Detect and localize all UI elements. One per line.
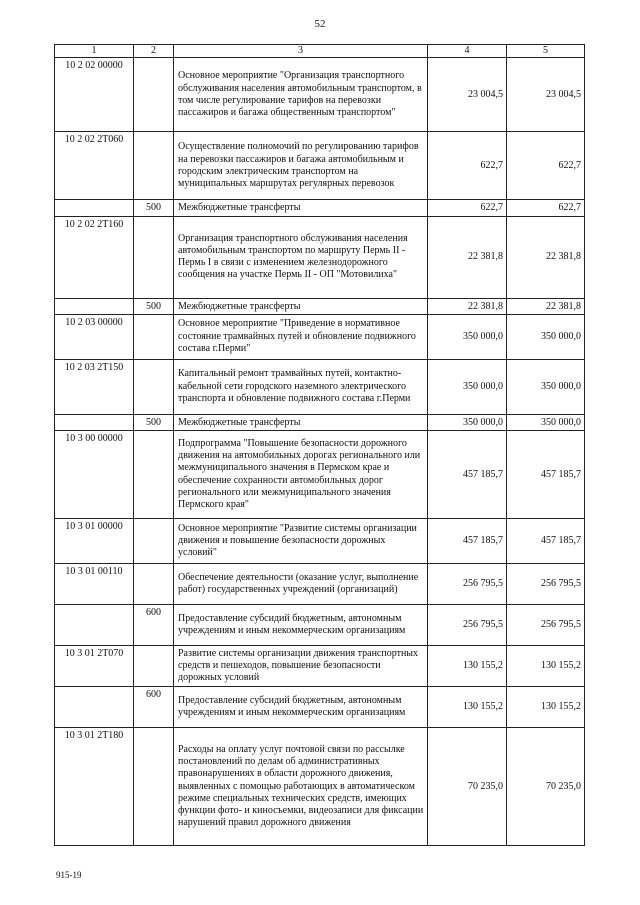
row-value-1: 457 185,7 xyxy=(428,431,507,519)
row-value-2: 457 185,7 xyxy=(507,431,585,519)
row-value-1: 130 155,2 xyxy=(428,646,507,687)
row-value-2: 22 381,8 xyxy=(507,298,585,314)
row-value-2: 457 185,7 xyxy=(507,519,585,564)
row-expense-type: 500 xyxy=(134,200,174,216)
row-expense-type xyxy=(134,564,174,605)
row-expense-type: 600 xyxy=(134,605,174,646)
row-value-2: 350 000,0 xyxy=(507,359,585,414)
row-name: Основное мероприятие "Развитие системы организации движения и повышение безопасности дорожных условий" xyxy=(174,519,428,564)
row-code: 10 3 00 00000 xyxy=(55,431,134,519)
row-value-1: 622,7 xyxy=(428,200,507,216)
row-name: Капитальный ремонт трамвайных путей, контактно-кабельной сети городского наземного электрического транспорта и обновление подвижного состава г.Перми xyxy=(174,359,428,414)
header-col-5: 5 xyxy=(507,45,585,58)
row-code xyxy=(55,200,134,216)
header-row xyxy=(55,45,585,58)
row-name: Основное мероприятие "Организация транспортного обслуживания населения автомобильным транспортом, в том числе регулирование тарифов на перевозки пассажиров и багажа общественным транспортом" xyxy=(174,58,428,132)
row-name: Развитие системы организации движения транспортных средств и пешеходов, повышение безопасности дорожных условий xyxy=(174,646,428,687)
row-expense-type xyxy=(134,728,174,846)
row-code xyxy=(55,298,134,314)
row-expense-type: 500 xyxy=(134,414,174,430)
row-name: Межбюджетные трансферты xyxy=(174,200,428,216)
table-row xyxy=(55,564,585,605)
table-row xyxy=(55,431,585,519)
row-name: Организация транспортного обслуживания населения автомобильным транспортом по маршруту Пермь II - Пермь I в связи с изменением железнодорожного сообщения на участке Пермь II - ОП "Мотовилиха" xyxy=(174,216,428,298)
row-value-1: 350 000,0 xyxy=(428,414,507,430)
row-name: Подпрограмма "Повышение безопасности дорожного движения на автомобильных дорогах регионального или межмуниципального значения в Пермском крае и обеспечение сохранности автомобильных дорог регионального или межмуниципального значения Пермского края" xyxy=(174,431,428,519)
row-value-1: 130 155,2 xyxy=(428,687,507,728)
footer-code: 915-19 xyxy=(56,870,82,880)
row-code: 10 2 03 2T150 xyxy=(55,359,134,414)
row-expense-type xyxy=(134,58,174,132)
row-name: Межбюджетные трансферты xyxy=(174,298,428,314)
row-expense-type xyxy=(134,431,174,519)
row-name: Обеспечение деятельности (оказание услуг, выполнение работ) государственных учреждений (организаций) xyxy=(174,564,428,605)
row-value-2: 350 000,0 xyxy=(507,414,585,430)
row-expense-type xyxy=(134,132,174,200)
table-row xyxy=(55,314,585,359)
row-code xyxy=(55,687,134,728)
table-row xyxy=(55,414,585,430)
budget-table xyxy=(54,44,585,846)
row-code: 10 2 02 00000 xyxy=(55,58,134,132)
row-value-2: 130 155,2 xyxy=(507,646,585,687)
row-name: Предоставление субсидий бюджетным, автономным учреждениям и иным некоммерческим организациям xyxy=(174,605,428,646)
row-expense-type xyxy=(134,359,174,414)
row-value-1: 23 004,5 xyxy=(428,58,507,132)
row-value-1: 22 381,8 xyxy=(428,298,507,314)
row-value-2: 622,7 xyxy=(507,132,585,200)
row-code: 10 3 01 2T070 xyxy=(55,646,134,687)
row-value-1: 350 000,0 xyxy=(428,359,507,414)
header-col-2: 2 xyxy=(134,45,174,58)
row-value-1: 22 381,8 xyxy=(428,216,507,298)
table-row xyxy=(55,687,585,728)
row-value-2: 256 795,5 xyxy=(507,605,585,646)
page-number: 52 xyxy=(314,18,326,30)
table-row xyxy=(55,519,585,564)
row-value-1: 350 000,0 xyxy=(428,314,507,359)
row-value-1: 256 795,5 xyxy=(428,605,507,646)
row-value-2: 256 795,5 xyxy=(507,564,585,605)
row-value-1: 256 795,5 xyxy=(428,564,507,605)
row-name: Предоставление субсидий бюджетным, автономным учреждениям и иным некоммерческим организациям xyxy=(174,687,428,728)
row-value-1: 457 185,7 xyxy=(428,519,507,564)
row-value-2: 622,7 xyxy=(507,200,585,216)
header-col-1: 1 xyxy=(55,45,134,58)
table-row xyxy=(55,646,585,687)
row-code: 10 2 02 2T060 xyxy=(55,132,134,200)
row-value-1: 70 235,0 xyxy=(428,728,507,846)
row-value-2: 350 000,0 xyxy=(507,314,585,359)
row-code: 10 3 01 00000 xyxy=(55,519,134,564)
table-row xyxy=(55,200,585,216)
row-name: Межбюджетные трансферты xyxy=(174,414,428,430)
table-row xyxy=(55,728,585,846)
row-code xyxy=(55,414,134,430)
row-code: 10 3 01 00110 xyxy=(55,564,134,605)
row-name: Осуществление полномочий по регулированию тарифов на перевозки пассажиров и багажа автомобильным и городским электрическим транспортом на муниципальных маршрутах регулярных перевозок xyxy=(174,132,428,200)
row-expense-type xyxy=(134,519,174,564)
table-row xyxy=(55,132,585,200)
table-row xyxy=(55,359,585,414)
row-name: Расходы на оплату услуг почтовой связи по рассылке постановлений по делам об административных правонарушениях в области дорожного движения, выявленных с помощью работающих в автоматическом режиме специальных технических средств, имеющих функции фото- и киносъемки, видеозаписи для фиксации нарушений правил дорожного движения xyxy=(174,728,428,846)
row-value-2: 70 235,0 xyxy=(507,728,585,846)
row-expense-type xyxy=(134,216,174,298)
row-name: Основное мероприятие "Приведение в нормативное состояние трамвайных путей и обновление подвижного состава г.Перми" xyxy=(174,314,428,359)
table-row xyxy=(55,216,585,298)
row-value-2: 22 381,8 xyxy=(507,216,585,298)
row-code xyxy=(55,605,134,646)
row-expense-type xyxy=(134,646,174,687)
table-row xyxy=(55,58,585,132)
row-code: 10 2 03 00000 xyxy=(55,314,134,359)
row-expense-type: 500 xyxy=(134,298,174,314)
table-row xyxy=(55,298,585,314)
row-value-1: 622,7 xyxy=(428,132,507,200)
header-col-4: 4 xyxy=(428,45,507,58)
table-row xyxy=(55,605,585,646)
row-value-2: 130 155,2 xyxy=(507,687,585,728)
row-code: 10 2 02 2T160 xyxy=(55,216,134,298)
header-col-3: 3 xyxy=(174,45,428,58)
row-expense-type xyxy=(134,314,174,359)
row-code: 10 3 01 2T180 xyxy=(55,728,134,846)
row-value-2: 23 004,5 xyxy=(507,58,585,132)
row-expense-type: 600 xyxy=(134,687,174,728)
